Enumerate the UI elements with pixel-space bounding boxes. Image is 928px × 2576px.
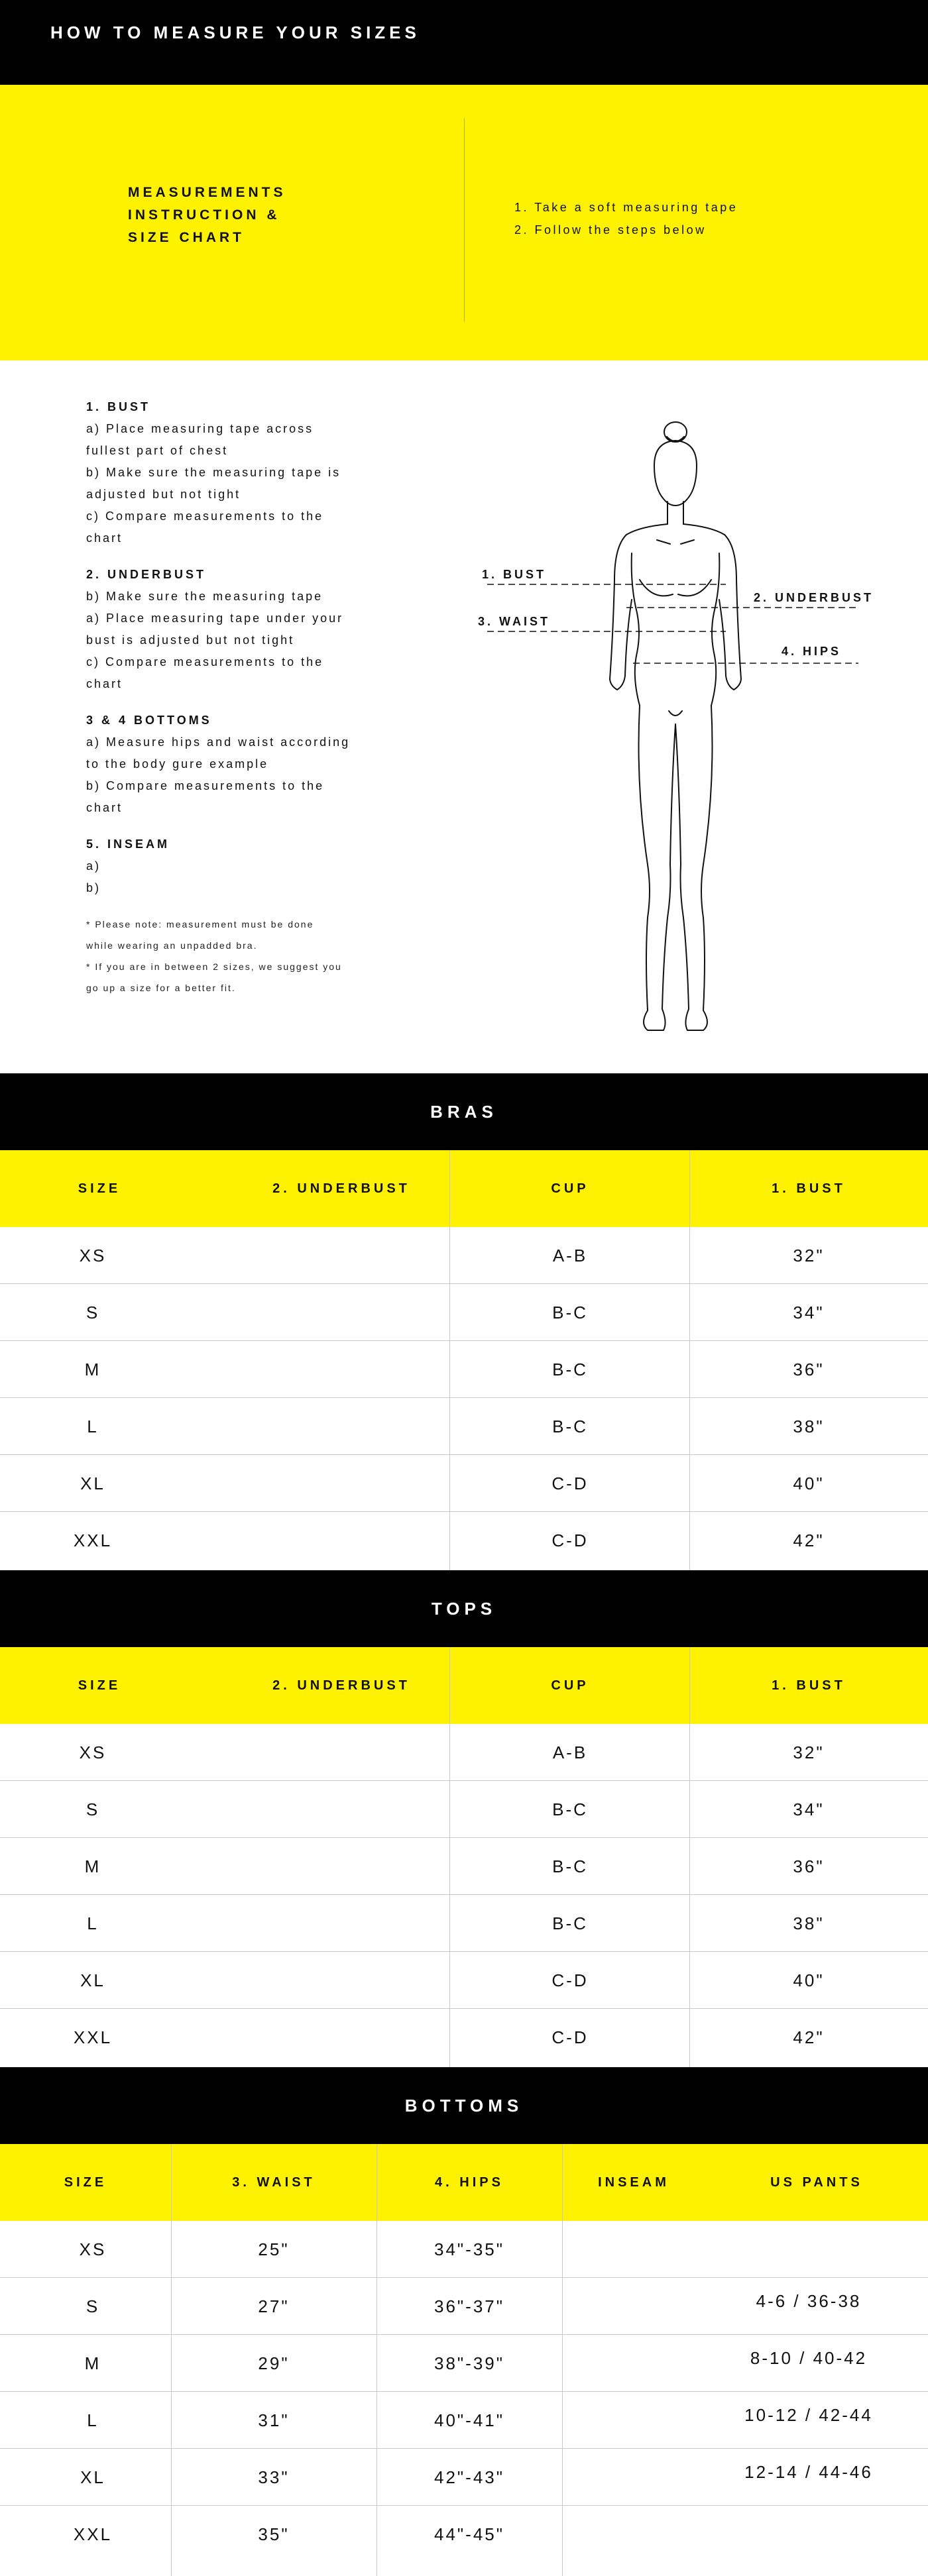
instruction-line: a) Measure hips and waist according [86, 735, 351, 749]
size-cell: S [86, 1302, 100, 1322]
table-row [0, 1398, 928, 1455]
waist-cell: 35" [258, 2524, 290, 2544]
page-title: HOW TO MEASURE YOUR SIZES [50, 23, 420, 42]
instruction-line: chart [86, 801, 123, 814]
bras-header-underbust: 2. UNDERBUST [272, 1181, 410, 1196]
bust-cell: 38" [793, 1913, 825, 1933]
hips-cell: 42"-43" [434, 2467, 504, 2487]
bras-table-header [0, 1150, 928, 1227]
hero-title-line: MEASUREMENTS [128, 185, 286, 200]
bottoms-size-table [0, 2144, 928, 2563]
bust-cell: 32" [793, 1245, 825, 1265]
size-cell: XXL [73, 2027, 113, 2047]
body-outline-icon [474, 414, 885, 1044]
inseam-heading: 5. INSEAM [86, 837, 170, 851]
bras-size-table [0, 1150, 928, 1569]
hero-title-line: SIZE CHART [128, 230, 245, 245]
bottoms-section-header: BOTTOMS [0, 2067, 928, 2144]
hips-cell: 38"-39" [434, 2353, 504, 2373]
tops-header-cup: CUP [551, 1678, 589, 1693]
note-line: go up a size for a better fit. [86, 983, 236, 993]
cup-cell: C-D [551, 2027, 589, 2047]
tops-section-header: TOPS [0, 1570, 928, 1647]
bottoms-header-waist: 3. WAIST [232, 2174, 316, 2190]
size-cell: S [86, 1799, 100, 1819]
instruction-line: b) Make sure the measuring tape [86, 590, 323, 603]
cup-cell: C-D [551, 1970, 589, 1990]
instruction-line: adjusted but not tight [86, 488, 241, 501]
bottoms-header-size: SIZE [64, 2174, 107, 2190]
inseam-instructions [86, 833, 431, 899]
hero-divider [464, 118, 465, 322]
top-banner [0, 0, 928, 85]
measurement-instructions [86, 396, 431, 998]
cup-cell: B-C [552, 1799, 588, 1819]
cup-cell: B-C [552, 1913, 588, 1933]
instruction-line: a) Place measuring tape across [86, 422, 314, 435]
bras-header-bust: 1. BUST [772, 1181, 846, 1196]
table-row [0, 2009, 928, 2066]
cup-cell: C-D [551, 1530, 589, 1550]
hero-banner [0, 85, 928, 360]
tops-table-header [0, 1647, 928, 1724]
size-cell: L [87, 1913, 99, 1933]
bust-cell: 32" [793, 1742, 825, 1762]
bottoms-header-inseam: INSEAM [598, 2174, 669, 2190]
hero-step: 1. Take a soft measuring tape [514, 201, 738, 214]
body-measurement-figure [474, 414, 885, 1044]
us-pants-cell [723, 2221, 921, 2278]
bottoms-heading: 3 & 4 BOTTOMS [86, 714, 212, 727]
table-row [0, 1838, 928, 1895]
bust-cell: 42" [793, 2027, 825, 2047]
instruction-line: a) [86, 859, 101, 873]
bust-cell: 40" [793, 1970, 825, 1990]
instruction-line: c) Compare measurements to the [86, 510, 324, 523]
bras-header-size: SIZE [78, 1181, 121, 1196]
hero-title [128, 182, 286, 249]
us-pants-cell: 10-12 / 42-44 [744, 2404, 873, 2425]
underbust-instructions [86, 564, 431, 695]
hips-cell: 40"-41" [434, 2410, 504, 2430]
instruction-line: chart [86, 531, 123, 545]
size-cell: S [86, 2296, 100, 2316]
waist-cell: 25" [258, 2239, 290, 2259]
size-cell: M [84, 2353, 101, 2373]
bottoms-instructions [86, 710, 431, 819]
instruction-line: chart [86, 677, 123, 690]
tops-header-bust: 1. BUST [772, 1678, 846, 1693]
bust-heading: 1. BUST [86, 400, 151, 413]
note-line: while wearing an unpadded bra. [86, 940, 258, 951]
bust-figure-label: 1. BUST [482, 568, 547, 581]
table-row [0, 2335, 928, 2392]
table-row [0, 1284, 928, 1341]
hero-step: 2. Follow the steps below [514, 223, 707, 237]
size-cell: L [87, 2410, 99, 2430]
table-row [0, 1341, 928, 1398]
instruction-line: a) Place measuring tape under your [86, 612, 344, 625]
size-cell: XS [79, 1742, 107, 1762]
note-line: * Please note: measurement must be done [86, 919, 314, 930]
table-row [0, 1781, 928, 1838]
cup-cell: B-C [552, 1359, 588, 1379]
cup-cell: B-C [552, 1416, 588, 1436]
bust-cell: 36" [793, 1359, 825, 1379]
cup-cell: B-C [552, 1302, 588, 1322]
size-cell: XS [79, 1245, 107, 1265]
instruction-line: to the body gure example [86, 757, 269, 771]
table-row [0, 2449, 928, 2506]
size-cell: XL [80, 2467, 105, 2487]
table-row [0, 2506, 928, 2563]
table-row [0, 1455, 928, 1512]
note-line: * If you are in between 2 sizes, we suggest you [86, 961, 342, 972]
tops-header-underbust: 2. UNDERBUST [272, 1678, 410, 1693]
size-cell: XXL [73, 1530, 113, 1550]
waist-cell: 27" [258, 2296, 290, 2316]
bottoms-header-us-pants: US PANTS [770, 2174, 863, 2190]
bust-cell: 40" [793, 1473, 825, 1493]
hero-title-line: INSTRUCTION & [128, 207, 280, 223]
tops-header-size: SIZE [78, 1678, 121, 1693]
bras-section-header: BRAS [0, 1073, 928, 1150]
bust-cell: 34" [793, 1302, 825, 1322]
table-row [0, 2392, 928, 2449]
size-cell: M [84, 1856, 101, 1876]
waist-cell: 31" [258, 2410, 290, 2430]
hips-cell: 36"-37" [434, 2296, 504, 2316]
hips-figure-label: 4. HIPS [782, 645, 842, 658]
underbust-figure-label: 2. UNDERBUST [754, 591, 874, 604]
bottoms-table-header [0, 2144, 928, 2221]
bust-cell: 38" [793, 1416, 825, 1436]
table-row [0, 2278, 928, 2335]
underbust-heading: 2. UNDERBUST [86, 568, 207, 581]
instruction-line: fullest part of chest [86, 444, 229, 457]
us-pants-cell: 8-10 / 40-42 [750, 2347, 868, 2368]
instruction-line: c) Compare measurements to the [86, 655, 324, 669]
table-row [0, 1724, 928, 1781]
hips-cell: 44"-45" [434, 2524, 504, 2544]
size-cell: M [84, 1359, 101, 1379]
cup-cell: C-D [551, 1473, 589, 1493]
table-row [0, 1895, 928, 1952]
size-cell: L [87, 1416, 99, 1436]
waist-cell: 33" [258, 2467, 290, 2487]
cup-cell: A-B [552, 1742, 588, 1762]
size-cell: XS [79, 2239, 107, 2259]
bras-header-cup: CUP [551, 1181, 589, 1196]
size-cell: XL [80, 1473, 105, 1493]
instruction-line: b) Make sure the measuring tape is [86, 466, 341, 479]
instruction-line: b) Compare measurements to the [86, 779, 325, 792]
size-cell: XXL [73, 2524, 113, 2544]
waist-cell: 29" [258, 2353, 290, 2373]
bust-cell: 34" [793, 1799, 825, 1819]
table-row [0, 1512, 928, 1569]
size-cell: XL [80, 1970, 105, 1990]
waist-figure-label: 3. WAIST [478, 615, 551, 628]
bust-cell: 42" [793, 1530, 825, 1550]
bust-instructions [86, 396, 431, 549]
bust-cell: 36" [793, 1856, 825, 1876]
instruction-line: b) [86, 881, 101, 894]
us-pants-cell [723, 2506, 921, 2563]
instruction-line: bust is adjusted but not tight [86, 633, 295, 647]
table-row [0, 1952, 928, 2009]
hero-steps [514, 196, 738, 241]
cup-cell: A-B [552, 1245, 588, 1265]
fit-notes [86, 914, 431, 998]
table-row [0, 2221, 928, 2278]
us-pants-cell: 4-6 / 36-38 [756, 2290, 862, 2311]
tops-size-table [0, 1647, 928, 2066]
table-row [0, 1227, 928, 1284]
hips-cell: 34"-35" [434, 2239, 504, 2259]
us-pants-cell: 12-14 / 44-46 [744, 2461, 873, 2482]
cup-cell: B-C [552, 1856, 588, 1876]
bottoms-header-hips: 4. HIPS [435, 2174, 504, 2190]
